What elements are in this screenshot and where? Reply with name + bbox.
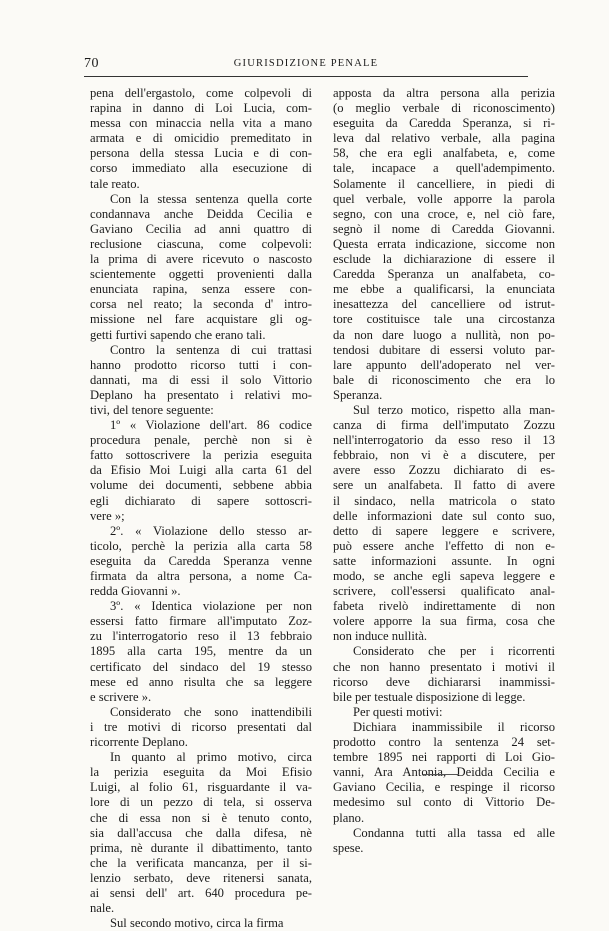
text-line: messa con minaccia nella vita a mano — [90, 116, 312, 131]
text-line: essersi fatto firmare all'imputato Zoz- — [90, 614, 312, 629]
text-line: e scrivere ». — [90, 689, 152, 704]
left-column — [90, 86, 312, 931]
running-head: GIURISDIZIONE PENALE — [233, 58, 379, 69]
text-line: In quanto al primo motivo, circa — [110, 750, 312, 765]
text-line: 1º « Violazione dell'art. 86 codice — [110, 418, 312, 433]
paragraph — [333, 705, 555, 720]
text-line: leva dal relativo verbale, alla pagina — [333, 131, 555, 146]
text-line: tivi, del tenore seguente: — [90, 402, 214, 417]
text-line: vere »; — [90, 508, 125, 523]
paragraph — [90, 705, 312, 750]
text-line: Contro la sentenza di cui trattasi — [110, 342, 312, 357]
text-line: febbraio, non vi è a discutere, per — [333, 448, 555, 463]
text-line: ricorso deve dichiararsi inammissi- — [333, 674, 555, 689]
text-line: pena dell'ergastolo, come colpevoli di — [90, 86, 312, 100]
text-line: vanni, Ara Antonia, Deidda Cecilia e — [333, 765, 555, 780]
text-line: tembre 1895 nei rapporti di Loi Gio- — [333, 750, 555, 765]
text-line: redda Giovanni ». — [90, 584, 181, 599]
paragraph — [90, 418, 312, 524]
paragraph — [90, 192, 312, 343]
text-line: lore di un pezzo di tela, si osserva — [90, 795, 312, 810]
text-line: getti furtivi sapendo che erano tali. — [90, 327, 266, 342]
text-line: plano. — [333, 810, 365, 825]
text-line: medesimo sul conto di Vittorio De- — [333, 795, 555, 810]
text-line: canza di firma dell'imputato Zozzu — [333, 418, 555, 433]
text-line: procedura penale, perchè non si è — [90, 433, 312, 448]
text-line: i tre motivi di ricorso presentati dal — [90, 719, 312, 734]
text-line: Deplano ha presentato i relativi mo- — [90, 387, 312, 402]
paragraph — [90, 750, 312, 916]
text-line: può essere anche l'effetto di non e- — [333, 538, 555, 553]
text-line: bile per testuale disposizione di legge. — [333, 689, 526, 704]
paragraph — [90, 343, 312, 418]
text-line: che di essa non si è tenuto conto, — [90, 810, 312, 825]
text-line: la perizia eseguita da Moi Efisio — [90, 765, 312, 780]
text-line: persona della stessa Lucia e di con- — [90, 146, 312, 161]
text-line: che non hanno presentato i motivi il — [333, 659, 555, 674]
text-line: la prima di avere ricevuto o nascosto — [90, 252, 312, 267]
text-line: mese ed anno risulta che sa leggere — [90, 674, 312, 689]
text-line: certificato del sindaco del 19 stesso — [90, 659, 312, 674]
text-line: Gaviano Cecilia ad anni quattro di — [90, 221, 312, 236]
text-line: da Efisio Moi Luigi alla carta 61 del — [90, 463, 312, 478]
text-line: da non dare luogo a nullità, non po- — [333, 327, 555, 342]
text-line: avere esso Zozzu dichiarato di es- — [333, 463, 555, 478]
text-line: corso immediato alla esecuzione di — [90, 161, 312, 176]
text-line: fabeta rivelò indirettamente di non — [333, 599, 555, 614]
text-line: delle informazioni date sul conto suo, — [333, 508, 555, 523]
text-line: nale. — [90, 901, 115, 916]
text-line: Sul terzo motico, rispetto alla man- — [353, 402, 555, 417]
end-rule — [423, 774, 459, 775]
text-line: tale reato. — [90, 176, 140, 191]
text-line: Luigi, al folio 61, risguardante il va- — [90, 780, 312, 795]
text-line: egli dichiarato di sapere sottoscri- — [90, 493, 312, 508]
text-line: esclude la dichiarazione di essere il — [333, 252, 555, 267]
paragraph — [90, 86, 312, 192]
text-line: satte informazioni assunte. In ogni — [333, 553, 555, 568]
paragraph — [90, 916, 312, 931]
text-line: 2º. « Violazione dello stesso ar- — [110, 523, 312, 538]
text-line: sia dall'accusa che dalla difesa, nè — [90, 825, 312, 840]
text-line: che la verificata mancanza, per il si- — [90, 855, 312, 870]
text-line: Sul secondo motivo, circa la firma — [110, 916, 284, 931]
text-line: quel verbale, volle apporre la parola — [333, 191, 555, 206]
paragraph — [333, 86, 555, 403]
text-line: 1895 alla carta 195, mentre da un — [90, 644, 312, 659]
text-line: Considerato che per i ricorrenti — [353, 644, 555, 659]
text-line: tale, incapace a quell'adempimento. — [333, 161, 555, 176]
text-line: prima, nè durante il dibattimento, tanto — [90, 840, 312, 855]
text-line: armata e di omicidio premeditato in — [90, 131, 312, 146]
text-line: condannava anche Deidda Cecilia e — [90, 206, 312, 221]
text-line: corsa nel reato; la seconda d' intro- — [90, 297, 312, 312]
text-line: Speranza. — [333, 387, 383, 402]
text-line: me ebbe a qualificarsi, la enunciata — [333, 282, 555, 297]
text-line: inesattezza del cancelliere od istrut- — [333, 297, 555, 312]
text-line: dannati, ma di essi il solo Vittorio — [90, 372, 312, 387]
text-line: detto di sapere leggere e scrivere, — [333, 523, 555, 538]
text-line: ticolo, perchè la perizia alla carta 58 — [90, 538, 312, 553]
text-line: eseguita da Caredda Speranza, si ri- — [333, 116, 555, 131]
text-line: bale di riconoscimento che era lo — [333, 372, 555, 387]
paragraph — [90, 599, 312, 705]
text-line: spese. — [333, 840, 364, 855]
text-line: ai sensi dell' art. 640 procedura pe- — [90, 885, 312, 900]
text-line: sere un analfabeta. Il fatto di avere — [333, 478, 555, 493]
text-line: Con la stessa sentenza quella corte — [110, 191, 312, 206]
text-line: enunciata rapina, senza essere con- — [90, 282, 312, 297]
text-line: nell'interrogatorio da esso reso il 13 — [333, 433, 555, 448]
text-line: scientemente oggetti provenienti dalla — [90, 267, 312, 282]
page-number: 70 — [84, 56, 99, 71]
paragraph — [333, 826, 555, 856]
text-line: segnò il nome di Caredda Giovanni. — [333, 221, 555, 236]
text-line: 58, che era egli analfabeta, e, come — [333, 146, 555, 161]
text-line: il sindaco, nella matricola o stato — [333, 493, 555, 508]
text-line: Considerato che sono inattendibili — [110, 704, 312, 719]
text-line: non induce nullità. — [333, 629, 428, 644]
text-line: ricorrente Deplano. — [90, 735, 188, 750]
text-line: lenzio serbato, deve ritenersi sanata, — [90, 870, 312, 885]
text-line: volere apporre la sua firma, cosa che — [333, 614, 555, 629]
paragraph — [333, 644, 555, 704]
text-line: Per questi motivi: — [353, 704, 443, 719]
text-line: volume dei documenti, sebbene abbia — [90, 478, 312, 493]
text-line: lare appunto dell'adoperato nel ver- — [333, 357, 555, 372]
paragraph — [333, 403, 555, 645]
text-line: Gaviano Cecilia, e respinge il ricorso — [333, 780, 555, 795]
paragraph — [333, 720, 555, 826]
text-line: reclusione ciascuna, come colpevoli: — [90, 236, 312, 251]
text-line: modo, se anche egli sapeva leggere e — [333, 569, 555, 583]
text-line: rapina in danno di Loi Lucia, com- — [90, 101, 312, 116]
text-line: eseguita da Caredda Speranza venne — [90, 553, 312, 568]
text-line: (o meglio verbale di riconoscimento) — [333, 101, 555, 116]
page-header — [84, 56, 528, 74]
text-line: firmata da altra persona, a nome Ca- — [90, 569, 312, 583]
text-line: apposta da altra persona alla perizia — [333, 86, 555, 100]
text-line: prodotto contro la sentenza 24 set- — [333, 735, 555, 750]
text-line: scrivere, coll'essersi qualificato anal- — [333, 584, 555, 599]
text-line: tendosi dubitare di essersi voluto par- — [333, 342, 555, 357]
right-column — [333, 86, 555, 856]
text-line: Caredda Speranza un analfabeta, co- — [333, 267, 555, 282]
text-line: Dichiara inammissibile il ricorso — [353, 719, 555, 734]
text-line: Questa errata indicazione, siccome non — [333, 236, 555, 251]
text-line: Condanna tutti alla tassa ed alle — [353, 825, 555, 840]
paragraph — [90, 524, 312, 599]
text-line: segno, con una croce, e, nel ciò fare, — [333, 206, 555, 221]
text-line: tore costituisce tale una circostanza — [333, 312, 555, 327]
text-line: 3º. « Identica violazione per non — [110, 599, 312, 614]
text-line: hanno prodotto ricorso tutti i con- — [90, 357, 312, 372]
text-line: fatto sottoscrivere la perizia eseguita — [90, 448, 312, 463]
text-line: missione nel fare acquistare gli og- — [90, 312, 312, 327]
text-line: Solamente il cancelliere, in piedi di — [333, 176, 555, 191]
header-rule — [84, 76, 528, 77]
text-line: zu l'interrogatorio reso il 13 febbraio — [90, 629, 312, 644]
